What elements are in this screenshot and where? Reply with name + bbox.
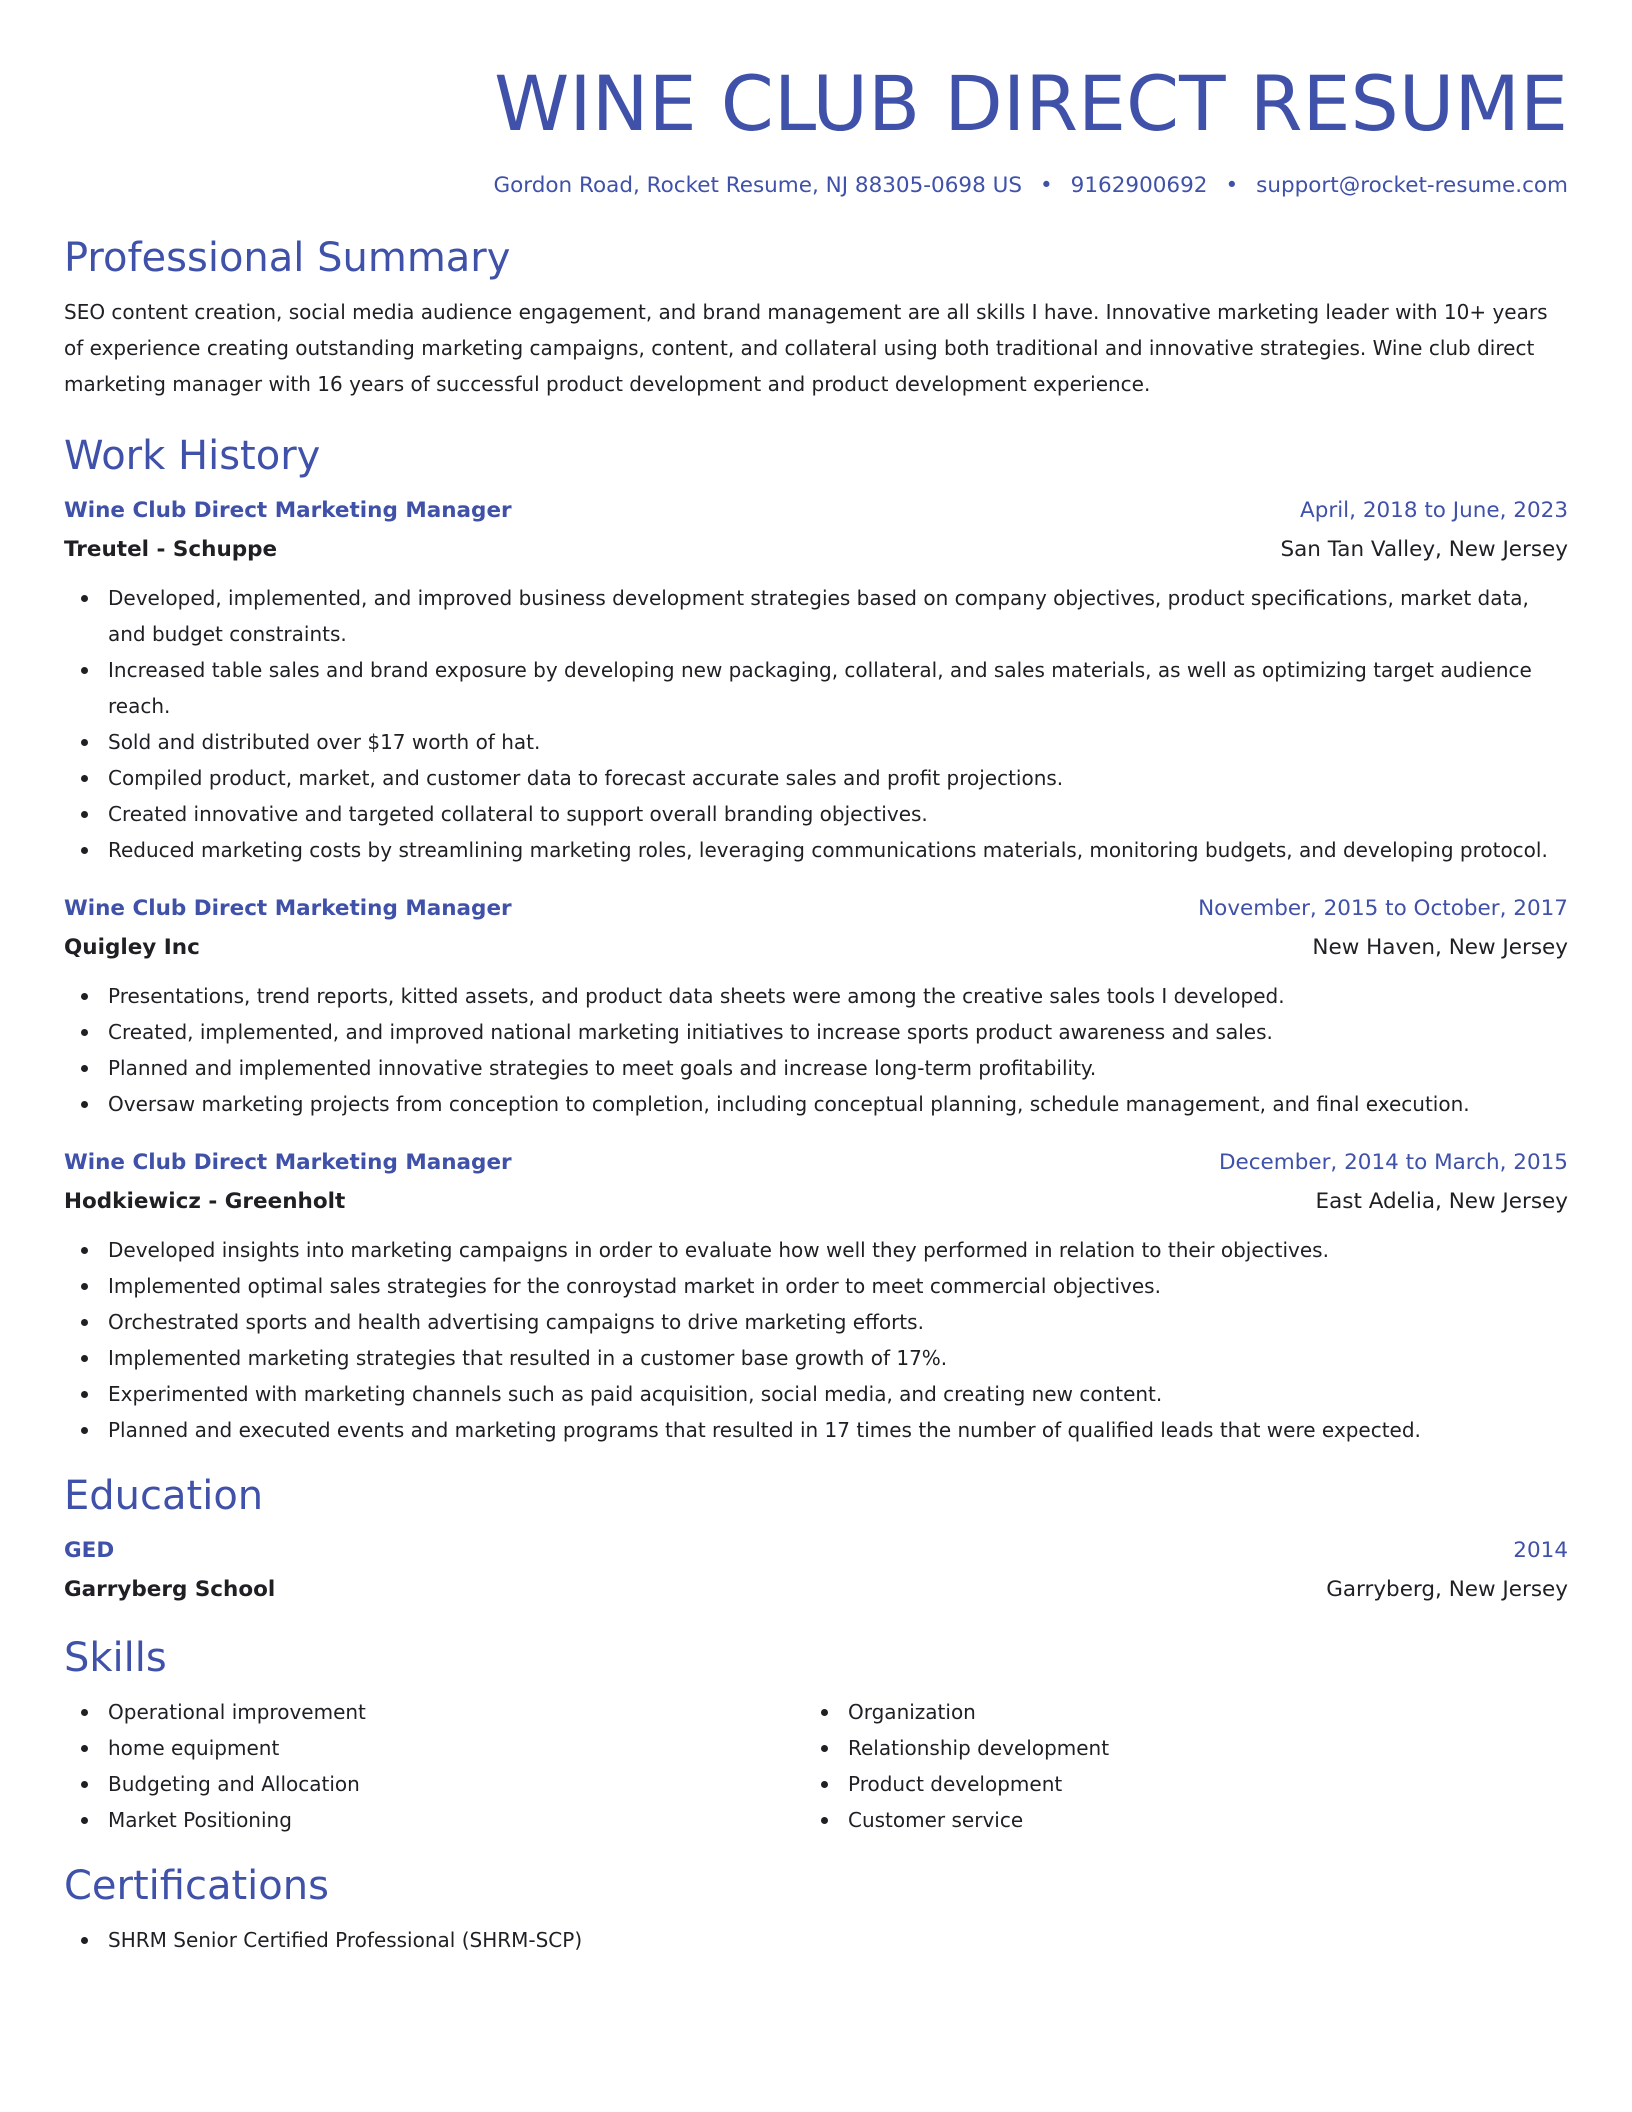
job-title: Wine Club Direct Marketing Manager (64, 896, 512, 921)
job-bullets (64, 1232, 1568, 1448)
job-bullet: Experimented with marketing channels such as paid acquisition, social media, and creating new content. (64, 1376, 1568, 1412)
skill-item: Operational improvement (64, 1694, 804, 1730)
skill-item: Organization (804, 1694, 1544, 1730)
skill-item: Customer service (804, 1802, 1544, 1838)
certifications-list (64, 1922, 1568, 1958)
education-school: Garryberg School (64, 1577, 276, 1602)
job-entry (64, 1144, 1568, 1448)
contact-separator: • (1225, 173, 1239, 198)
education-heading: Education (64, 1473, 264, 1519)
education-school-row (64, 1570, 1568, 1610)
resume-page (64, 0, 1568, 1958)
contact-email: support@rocket-resume.com (1256, 173, 1568, 198)
skills-grid (64, 1694, 1568, 1838)
skills-column-left (64, 1694, 804, 1838)
job-title: Wine Club Direct Marketing Manager (64, 498, 512, 523)
job-entry (64, 890, 1568, 1122)
job-company: Hodkiewicz - Greenholt (64, 1189, 346, 1214)
education-entry (64, 1532, 1568, 1610)
job-location: New Haven, New Jersey (1312, 935, 1568, 960)
job-location: East Adelia, New Jersey (1315, 1189, 1568, 1214)
job-title-row (64, 1144, 1568, 1182)
contact-phone: 9162900692 (1070, 173, 1208, 198)
work-history-heading: Work History (64, 433, 321, 479)
job-bullet: Orchestrated sports and health advertising campaigns to drive marketing efforts. (64, 1304, 1568, 1340)
job-bullet: Reduced marketing costs by streamlining marketing roles, leveraging communications materials, monitoring budgets, and developing protocol. (64, 832, 1568, 868)
job-company-row (64, 928, 1568, 968)
job-title-row (64, 492, 1568, 530)
education-degree: GED (64, 1538, 115, 1563)
skill-item: Relationship development (804, 1730, 1544, 1766)
job-bullet: Increased table sales and brand exposure by developing new packaging, collateral, and sales materials, as well as optimizing target audience reach. (64, 652, 1568, 724)
job-bullet: Compiled product, market, and customer data to forecast accurate sales and profit projections. (64, 760, 1568, 796)
contact-address: Gordon Road, Rocket Resume, NJ 88305-0698 US (493, 173, 1022, 198)
skill-item: Product development (804, 1766, 1544, 1802)
job-bullet: Developed, implemented, and improved business development strategies based on company objectives, product specifications, market data, and budget constraints. (64, 580, 1568, 652)
job-bullet: Sold and distributed over $17 worth of hat. (64, 724, 1568, 760)
skills-heading: Skills (64, 1635, 167, 1681)
job-bullets (64, 580, 1568, 868)
job-bullet: Implemented marketing strategies that resulted in a customer base growth of 17%. (64, 1340, 1568, 1376)
job-company-row (64, 530, 1568, 570)
resume-title: WINE CLUB DIRECT RESUME (494, 59, 1568, 148)
skills-list (64, 1694, 804, 1838)
job-bullet: Presentations, trend reports, kitted assets, and product data sheets were among the creative sales tools I developed. (64, 978, 1568, 1014)
job-bullet: Implemented optimal sales strategies for the conroystad market in order to meet commercial objectives. (64, 1268, 1568, 1304)
contact-line (64, 170, 1568, 202)
summary-heading: Professional Summary (64, 235, 511, 281)
job-company: Treutel - Schuppe (64, 537, 278, 562)
skill-item: Market Positioning (64, 1802, 804, 1838)
education-year: 2014 (1513, 1538, 1568, 1563)
job-bullet: Created innovative and targeted collateral to support overall branding objectives. (64, 796, 1568, 832)
certifications-heading: Certifications (64, 1863, 329, 1909)
job-dates: November, 2015 to October, 2017 (1198, 896, 1568, 921)
skill-item: home equipment (64, 1730, 804, 1766)
job-entry (64, 492, 1568, 868)
job-title: Wine Club Direct Marketing Manager (64, 1150, 512, 1175)
job-bullet: Planned and implemented innovative strategies to meet goals and increase long-term profitability. (64, 1050, 1568, 1086)
job-location: San Tan Valley, New Jersey (1280, 537, 1568, 562)
job-dates: April, 2018 to June, 2023 (1300, 498, 1568, 523)
job-bullet: Developed insights into marketing campaigns in order to evaluate how well they performed in relation to their objectives. (64, 1232, 1568, 1268)
job-company: Quigley Inc (64, 935, 200, 960)
contact-separator: • (1039, 173, 1053, 198)
job-bullet: Planned and executed events and marketing programs that resulted in 17 times the number of qualified leads that were expected. (64, 1412, 1568, 1448)
job-title-row (64, 890, 1568, 928)
skills-column-right (804, 1694, 1544, 1838)
summary-text: SEO content creation, social media audience engagement, and brand management are all skills I have. Innovative marketing leader with 10+ years of experience creating outstanding marketing campaigns, content, and collateral using both traditional and innovative strategies. Wine club direct marketing manager with 16 years of successful product development and product development experience. (64, 300, 1548, 396)
skills-list (804, 1694, 1544, 1838)
job-dates: December, 2014 to March, 2015 (1218, 1150, 1568, 1175)
job-bullets (64, 978, 1568, 1122)
job-bullet: Created, implemented, and improved national marketing initiatives to increase sports product awareness and sales. (64, 1014, 1568, 1050)
education-location: Garryberg, New Jersey (1326, 1577, 1568, 1602)
skill-item: Budgeting and Allocation (64, 1766, 804, 1802)
job-bullet: Oversaw marketing projects from conception to completion, including conceptual planning, schedule management, and final execution. (64, 1086, 1568, 1122)
certification-item: SHRM Senior Certified Professional (SHRM-SCP) (64, 1922, 1568, 1958)
education-degree-row (64, 1532, 1568, 1570)
job-company-row (64, 1182, 1568, 1222)
